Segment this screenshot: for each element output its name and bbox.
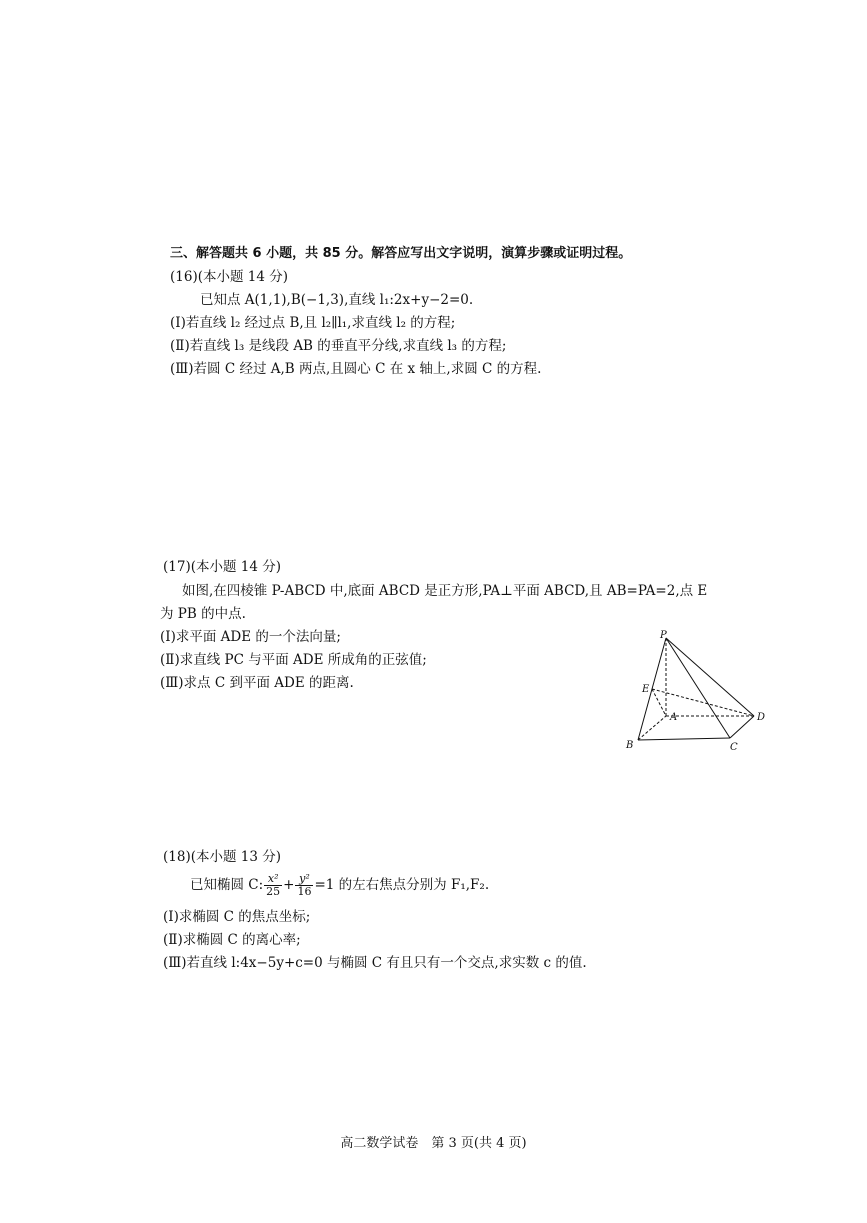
q16-label: (16)(本小题 14 分) [170, 269, 289, 285]
q18-stem-suffix: =1 的左右焦点分别为 F₁,F₂. [314, 877, 490, 893]
label-e: E [642, 684, 650, 695]
edge-pc [666, 638, 730, 738]
edge-ea [652, 689, 666, 716]
frac2-denominator: 16 [297, 885, 312, 898]
q17-part-2: (Ⅱ)求直线 PC 与平面 ADE 所成角的正弦值; [160, 652, 427, 668]
edge-cd [730, 716, 754, 738]
q18-stem [190, 870, 489, 900]
plus-sign: + [283, 877, 295, 893]
q17-stem-line2: 为 PB 的中点. [160, 606, 246, 622]
q16-part-3: (Ⅲ)若圆 C 经过 A,B 两点,且圆心 C 在 x 轴上,求圆 C 的方程. [170, 361, 542, 377]
edge-ba [638, 716, 666, 740]
q16-stem: 已知点 A(1,1),B(−1,3),直线 l₁:2x+y−2=0. [200, 292, 474, 308]
label-p: P [660, 630, 667, 641]
page-footer: 高二数学试卷 第 3 页(共 4 页) [340, 1136, 527, 1151]
q16-part-2: (Ⅱ)若直线 l₃ 是线段 AB 的垂直平分线,求直线 l₃ 的方程; [170, 338, 507, 354]
frac1-denominator: 25 [266, 885, 281, 898]
label-c: C [730, 742, 738, 753]
label-b: B [626, 740, 634, 751]
label-a: A [670, 712, 678, 723]
edge-pd [666, 638, 754, 716]
label-d: D [757, 712, 766, 723]
q18-part-1: (Ⅰ)求椭圆 C 的焦点坐标; [163, 909, 311, 925]
edge-bc [638, 738, 730, 740]
pyramid-figure [622, 628, 772, 758]
fraction-y-over-16 [295, 873, 313, 898]
q16-part-1: (Ⅰ)若直线 l₂ 经过点 B,且 l₂∥l₁,求直线 l₂ 的方程; [170, 315, 456, 331]
fraction-x-over-25 [264, 873, 282, 898]
q18-stem-prefix: 已知椭圆 C: [190, 877, 264, 893]
q18-part-2: (Ⅱ)求椭圆 C 的离心率; [163, 932, 301, 948]
q17-label: (17)(本小题 14 分) [163, 559, 282, 575]
q17-part-1: (Ⅰ)求平面 ADE 的一个法向量; [160, 629, 341, 645]
frac2-numerator: y² [295, 873, 313, 886]
q17-stem-line1: 如图,在四棱锥 P-ABCD 中,底面 ABCD 是正方形,PA⊥平面 ABCD,且 AB=PA=2,点 E [182, 583, 708, 599]
section-header: 三、解答题共 6 小题，共 85 分。解答应写出文字说明，演算步骤或证明过程。 [170, 246, 632, 261]
q17-part-3: (Ⅲ)求点 C 到平面 ADE 的距离. [160, 675, 354, 691]
frac1-numerator: x² [264, 873, 282, 886]
q18-label: (18)(本小题 13 分) [163, 849, 282, 865]
q18-part-3: (Ⅲ)若直线 l:4x−5y+c=0 与椭圆 C 有且只有一个交点,求实数 c 的值. [163, 955, 587, 971]
